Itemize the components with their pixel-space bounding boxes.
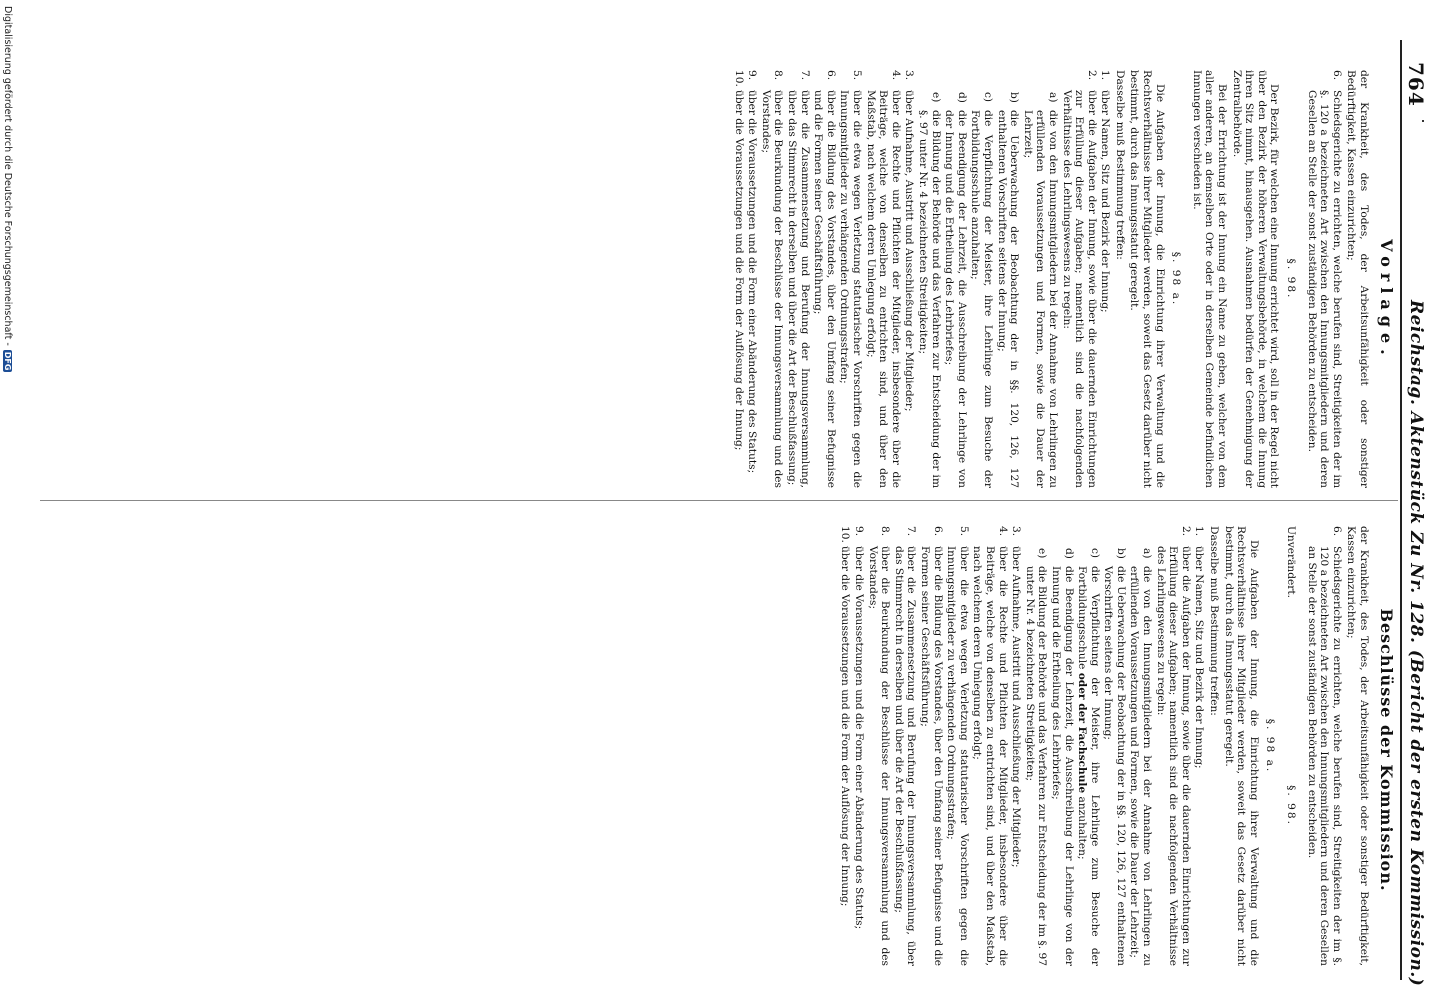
item-number: 9. <box>853 526 866 537</box>
left-subitem-d <box>943 92 968 488</box>
right-section-98-title: §. 98. <box>1285 785 1298 826</box>
subitem-text: die Bildung der Behörde und das Verfahren zur Entscheidung der im §. 97 unter Nr. 4 bezeichneten Streitigkeiten; <box>1023 566 1049 966</box>
right-subitem-b <box>1102 548 1127 966</box>
subitem-text: die Ueberwachung der Beobachtung der in §§. 120, 126, 127 enthaltenen Vorschriften seitens der Innung; <box>1102 566 1127 966</box>
subitem-text <box>1076 566 1101 966</box>
left-item-7 <box>785 70 810 488</box>
item-text: über Aufnahme, Austritt und Ausschließung der Mitglieder; <box>903 90 916 412</box>
right-section-98a-paragraph-2: Dasselbe muß Bestimmung treffen: <box>1208 526 1221 716</box>
item-number: 2. <box>1085 70 1098 81</box>
item-number: 10. <box>839 526 852 543</box>
right-item-8 <box>866 526 891 966</box>
item-text: über die Bildung des Vorstandes, über den Umfang seiner Befugnisse und die Formen seiner Geschäftsführung; <box>919 546 944 966</box>
subitem-text: die Beendigung der Lehrzeit, die Ausschreibung der Lehrlinge von der Innung und die Ertheilung des Lehrbriefes; <box>1049 566 1075 966</box>
right-section-98-unchanged <box>1284 526 1297 966</box>
item-text: über die Aufgaben der Innung, sowie über die dauernden Einrichtungen zur Erfüllung dieser Aufgaben; namentlich sind die nachfolgenden Verhältnisse des Lehrlingswesens zu regeln: <box>1060 90 1098 488</box>
item-number: 6. <box>1330 526 1343 537</box>
subitem-letter: d) <box>955 92 968 103</box>
subitem-letter: c) <box>1088 548 1101 559</box>
right-item-10 <box>839 526 852 966</box>
right-column-beschluesse <box>838 526 1370 966</box>
left-item-6 <box>1305 70 1343 488</box>
subitem-text: die von den Innungsmitgliedern bei der Annahme von Lehrlingen zu erfüllenden Voraussetzungen und Formen, sowie die Dauer der Lehrzeit; <box>1021 110 1059 488</box>
left-item-10 <box>732 70 745 488</box>
item-text: Schiedsgerichte zu errichten, welche berufen sind, Streitigkeiten der im §. 120 a bezeichneten Art zwischen den Innungsmitgliedern und deren Gesellen an Stelle der sonst zuständigen Behörden zu entscheiden. <box>1305 90 1343 488</box>
right-item-6b <box>918 526 943 966</box>
subitem-letter: b) <box>1008 92 1021 103</box>
right-section-98a-paragraph-1: Die Aufgaben der Innung, die Einrichtung ihrer Verwaltung und die Rechtsverhältnisse ihrer Mitglieder werden, soweit das Gesetz darüber nicht bestimmt, durch das Innungsstatut geregelt. <box>1222 526 1260 966</box>
item-text: über die Bildung des Vorstandes, über den Umfang seiner Befugnisse und die Formen seiner Geschäftsführung; <box>812 90 837 488</box>
subitem-text-part-2: anzuhalten; <box>1076 793 1089 860</box>
item-text: über Aufnahme, Austritt und Ausschließung der Mitglieder; <box>1010 546 1023 868</box>
credit-text: Digitalisierung gefördert durch die Deutsche Forschungsgemeinschaft - <box>2 6 14 346</box>
left-subitem-e <box>916 92 941 488</box>
item-text: über die etwa wegen Verletzung statutarischer Vorschriften gegen die Innungsmitglieder zu verhängenden Ordnungsstrafen; <box>945 546 970 966</box>
item-number: 8. <box>772 70 785 81</box>
right-column-heading: Beschlüsse der Kommission. <box>1377 608 1396 892</box>
left-section-98a-paragraph-1: Die Aufgaben der Innung, die Einrichtung ihrer Verwaltung und die Rechtsverhältnisse ihrer Mitglieder werden, soweit das Gesetz darüber nicht bestimmt, durch das Innungsstatut geregelt. <box>1128 70 1166 488</box>
left-subitem-c <box>969 92 994 488</box>
left-item-4 <box>864 70 902 488</box>
right-item-9 <box>852 526 865 966</box>
left-section-98-paragraph-2: Bei der Errichtung ist der Innung ein Name zu geben, welcher von dem aller anderen, an demselben Orte oder in derselben Gemeinde befindlichen Innungen verschieden ist. <box>1190 70 1229 488</box>
left-column-heading: Vorlage. <box>1377 239 1396 361</box>
left-section-98-title: §. 98. <box>1285 258 1298 300</box>
item-number: 5. <box>851 70 864 81</box>
item-number: 5. <box>957 526 970 537</box>
item-text: über die Voraussetzungen und die Form einer Abänderung des Statuts; <box>746 90 759 474</box>
item-number: 6. <box>824 70 837 81</box>
subitem-letter: c) <box>981 92 994 103</box>
left-subitem-b <box>995 92 1020 488</box>
left-section-98a-paragraph-2: Dasselbe muß Bestimmung treffen: <box>1113 70 1126 260</box>
item-number: 3. <box>1010 526 1023 537</box>
item-number: 7. <box>798 70 811 81</box>
item-number: 1. <box>1193 526 1206 537</box>
amended-text: oder der Fachschule <box>1076 672 1089 794</box>
right-subitem-a <box>1128 548 1153 966</box>
digitization-credit <box>0 0 16 1006</box>
subitem-text: die Ueberwachung der Beobachtung der in §§. 120, 126, 127 enthaltenen Vorschriften seitens der Innung; <box>995 110 1021 488</box>
subitem-letter: e) <box>1036 548 1049 559</box>
right-intro-text: der Krankheit, des Todes, der Arbeitsunfähigkeit oder sonstiger Bedürftigkeit, Kassen einzurichten; <box>1345 526 1370 966</box>
column-divider <box>40 500 1398 501</box>
right-item-4 <box>971 526 1009 966</box>
right-item-5 <box>945 526 970 966</box>
page-number: 764 <box>1404 62 1428 107</box>
left-item-8 <box>759 70 784 488</box>
left-item-9 <box>746 70 759 488</box>
item-number: 3. <box>903 70 916 81</box>
item-number: 4. <box>996 526 1009 537</box>
left-item-5 <box>838 70 863 488</box>
left-item-1 <box>1099 70 1112 488</box>
header-rule <box>1400 40 1402 980</box>
item-text: über die Zusammensetzung und Berufung der Innungsversammlung, über das Stimmrecht in derselben und über die Art der Beschlußfassung; <box>892 546 918 966</box>
item-text: über Namen, Sitz und Bezirk der Innung; <box>1193 546 1206 769</box>
item-text: über Namen, Sitz und Bezirk der Innung; <box>1099 90 1112 313</box>
item-text: über die Beurkundung der Beschlüsse der Innungsversammlung und des Vorstandes; <box>759 90 785 488</box>
item-text: über die Voraussetzungen und die Form einer Abänderung des Statuts; <box>853 546 866 930</box>
right-subitem-c <box>1076 548 1101 966</box>
left-column-vorlage <box>731 70 1370 488</box>
item-number: 8. <box>879 526 892 537</box>
subitem-letter: a) <box>1141 548 1154 559</box>
item-number: 6. <box>931 526 944 537</box>
subitem-letter: e) <box>929 92 942 103</box>
right-item-3 <box>1010 526 1023 966</box>
item-number: 10. <box>732 70 745 87</box>
scan-speck <box>1422 120 1424 122</box>
item-number: 4. <box>889 70 902 81</box>
subitem-text: die Beendigung der Lehrzeit, die Ausschreibung der Lehrlinge von der Innung und die Ertheilung des Lehrbriefes; <box>943 110 968 488</box>
item-number: 6. <box>1330 70 1343 81</box>
item-number: 2. <box>1179 526 1192 537</box>
subitem-text: die Verpflichtung der Meister, ihre Lehrlinge zum Besuche der Fortbildungsschule anzuhalten; <box>969 110 994 488</box>
item-number: 9. <box>746 70 759 81</box>
left-subitem-a <box>1021 92 1059 488</box>
item-number: 1. <box>1099 70 1112 81</box>
right-subitem-e <box>1023 548 1048 966</box>
left-section-98a-title: §. 98 a. <box>1170 251 1183 307</box>
right-section-98a-title: §. 98 a. <box>1264 718 1277 774</box>
left-section-98-paragraph-1: Der Bezirk, für welchen eine Innung errichtet wird, soll in der Regel nicht über den Bezirk der höheren Verwaltungsbehörde, in welchem die Innung ihren Sitz nimmt, hinausgehen. Ausnahmen bedürfen der Genehmigung der Zentralbehörde. <box>1230 70 1281 488</box>
left-item-2 <box>1060 70 1098 488</box>
subitem-text-part-1: die Verpflichtung der Meister, ihre Lehrlinge zum Besuche der Fortbildungsschule <box>1076 566 1101 966</box>
subitem-text: die von den Innungsmitgliedern bei der Annahme von Lehrlingen zu erfüllenden Voraussetzungen und Formen, sowie die Dauer der Lehrzeit; <box>1128 566 1154 966</box>
item-text: über die Beurkundung der Beschlüsse der Innungsversammlung und des Vorstandes; <box>866 546 892 966</box>
item-text: über die etwa wegen Verletzung statutarischer Vorschriften gegen die Innungsmitglieder zu verhängenden Ordnungsstrafen; <box>838 90 864 488</box>
item-number: 7. <box>905 526 918 537</box>
right-item-7 <box>892 526 917 966</box>
item-text: Schiedsgerichte zu errichten, welche berufen sind, Streitigkeiten der im §. 120 a bezeichneten Art zwischen den Innungsmitgliedern und deren Gesellen an Stelle der sonst zuständigen Behörden zu entscheiden. <box>1305 546 1343 966</box>
item-text: über die Rechte und Pflichten der Mitglieder, insbesondere über die Beiträge, welche von denselben zu entrichten sind, und über den Maßstab, nach welchem deren Umlegung erfolgt; <box>971 546 1009 966</box>
item-text: über die Zusammensetzung und Berufung der Innungsversammlung, über das Stimmrecht in derselben und über die Art der Beschlußfassung; <box>786 90 811 488</box>
right-item-6 <box>1305 526 1343 966</box>
item-text: über die Voraussetzungen und die Form der Auflösung der Innung; <box>732 90 745 451</box>
item-text: über die Rechte und Pflichten der Mitglieder, insbesondere über die Beiträge, welche von denselben zu entrichten sind, und über den Maßstab, nach welchem deren Umlegung erfolgt; <box>864 90 902 488</box>
subitem-text: die Bildung der Behörde und das Verfahren zur Entscheidung der im §. 97 unter Nr. 4 bezeichneten Streitigkeiten; <box>917 110 942 488</box>
unchanged-label: Unverändert. <box>1285 526 1298 598</box>
left-intro-text: der Krankheit, des Todes, der Arbeitsunfähigkeit oder sonstiger Bedürftigkeit, Kassen einzurichten; <box>1345 70 1370 488</box>
running-title: Reichstag. Aktenstück Zu Nr. 128. (Bericht der ersten Kommission.) <box>1406 300 1426 987</box>
subitem-letter: b) <box>1114 548 1127 559</box>
right-subitem-d <box>1049 548 1074 966</box>
subitem-letter: a) <box>1046 92 1059 103</box>
dfg-logo: DFG <box>3 351 13 371</box>
item-text: über die Voraussetzungen und die Form der Auflösung der Innung; <box>839 546 852 907</box>
left-item-3 <box>903 70 916 488</box>
subitem-letter: d) <box>1062 548 1075 559</box>
item-text: über die Aufgaben der Innung, sowie über die dauernden Einrichtungen zur Erfüllung dieser Aufgaben; namentlich sind die nachfolgenden Verhältnisse des Lehrlingswesens zu regeln: <box>1154 546 1192 966</box>
left-item-6b <box>812 70 837 488</box>
right-item-1 <box>1193 526 1206 966</box>
right-item-2 <box>1154 526 1192 966</box>
